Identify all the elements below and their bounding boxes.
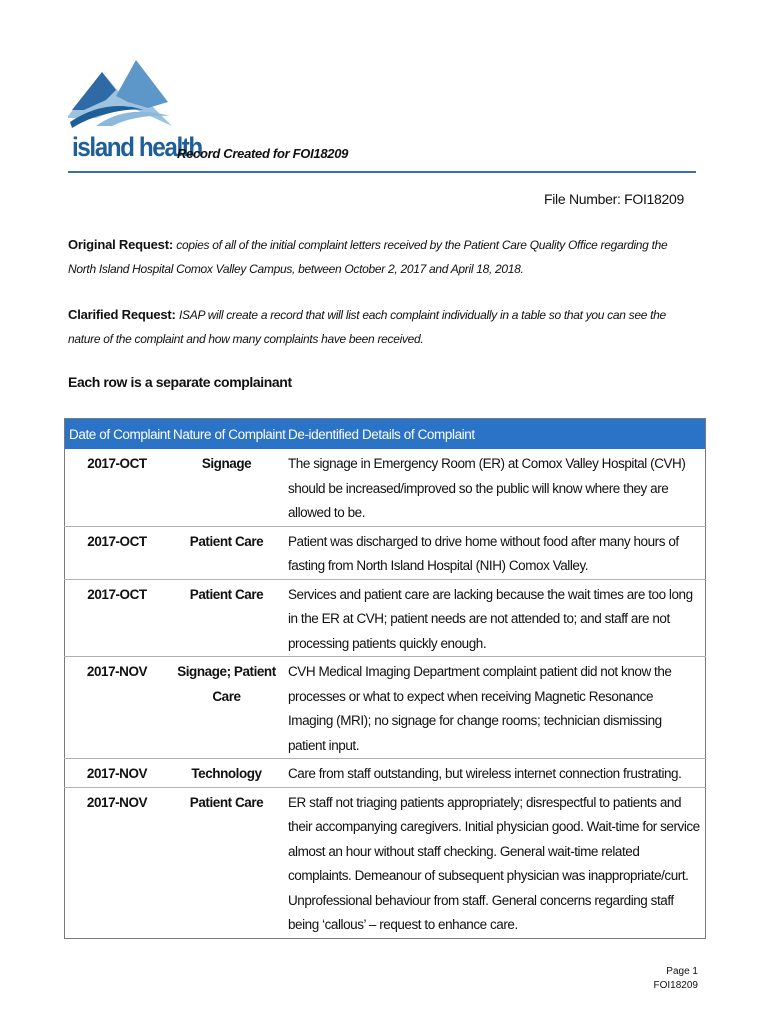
complaint-nature: Technology xyxy=(191,766,262,781)
original-request xyxy=(68,233,698,281)
complaint-date: 2017-OCT xyxy=(87,456,147,471)
table-row xyxy=(65,759,706,788)
complaint-date: 2017-OCT xyxy=(87,586,147,602)
complaint-nature: Signage xyxy=(201,456,252,471)
table-row xyxy=(65,449,706,526)
complaint-details: The signage in Emergency Room (ER) at Comox Valley Hospital (CVH) should be increased/improved so the public will know where they are allowed to be. xyxy=(288,456,686,520)
header-details: De-identified Details of Complaint xyxy=(284,419,706,450)
table-row xyxy=(65,787,706,938)
header-divider xyxy=(68,171,696,173)
page-footer xyxy=(654,965,698,993)
complaint-date: 2017-NOV xyxy=(86,766,148,781)
complaint-date: 2017-NOV xyxy=(86,794,148,810)
header-date: Date of Complaint xyxy=(65,419,170,450)
complaint-details: ER staff not triaging patients appropriately; disrespectful to patients and their accompanying caregivers. Initial physician good. Wait-time for service almost an hour without staff checking. General wait-time related complaints. Demeanour of subsequent physician was inappropriate/curt. Unprofessional behaviour from staff. General concerns regarding staff being ‘callous’ – request to enhance care. xyxy=(288,794,700,932)
row-note: Each row is a separate complainant xyxy=(68,374,292,390)
clarified-request-text: ISAP will create a record that will list each complaint individually in a table so that you can see the nature of the complaint and how many complaints have been received. xyxy=(68,308,666,346)
table-header-row xyxy=(65,419,706,450)
complaint-nature: Signage; Patient Care xyxy=(177,664,276,704)
clarified-request xyxy=(68,303,698,351)
complaint-nature: Patient Care xyxy=(189,794,264,810)
complaint-nature: Patient Care xyxy=(189,586,264,602)
table-row xyxy=(65,526,706,579)
footer-foi: FOI18209 xyxy=(653,980,698,991)
clarified-request-label: Clarified Request: xyxy=(68,307,176,322)
complaint-nature: Patient Care xyxy=(189,533,264,549)
complaint-details: CVH Medical Imaging Department complaint patient did not know the processes or what to expect when receiving Magnetic Resonance Imaging (MRI); no signage for change rooms; technician dismissing patient input. xyxy=(288,664,672,753)
table-row xyxy=(65,579,706,657)
complaint-details: Patient was discharged to drive home without food after many hours of fasting from North Island Hospital (NIH) Comox Valley. xyxy=(288,533,679,573)
page-number: Page 1 xyxy=(666,966,698,977)
header-nature: Nature of Complaint xyxy=(169,419,284,450)
record-created-title: Record Created for FOI18209 xyxy=(177,146,349,161)
table-row xyxy=(65,657,706,759)
complaint-details: Care from staff outstanding, but wireless internet connection frustrating. xyxy=(288,766,682,781)
logo-wordmark: island health xyxy=(72,132,202,162)
original-request-label: Original Request: xyxy=(68,237,173,252)
complaint-details: Services and patient care are lacking because the wait times are too long in the ER at CVH; patient needs are not attended to; and staff are not processing patients quickly enough. xyxy=(288,586,693,651)
complaint-date: 2017-NOV xyxy=(86,664,148,679)
complaint-date: 2017-OCT xyxy=(87,533,147,549)
original-request-text: copies of all of the initial complaint letters received by the Patient Care Quality Office regarding the North Island Hospital Comox Valley Campus, between October 2, 2017 and April 18, 2018. xyxy=(68,238,668,276)
complaints-table xyxy=(64,418,706,939)
file-number: File Number: FOI18209 xyxy=(544,191,684,207)
mountain-logo-icon xyxy=(66,56,174,136)
